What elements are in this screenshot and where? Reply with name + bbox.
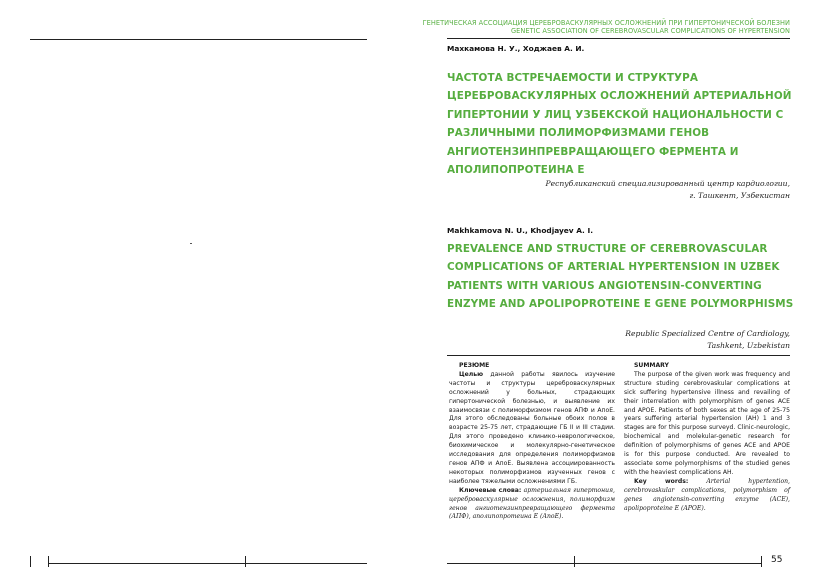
keywords-ru <box>449 487 615 523</box>
keywords-label-en: Key words: <box>634 477 689 485</box>
page-number: 55 <box>771 555 783 565</box>
left-page-top-rule <box>30 39 367 40</box>
left-footer-mid-tick <box>245 556 246 567</box>
affiliation-ru-line1: Республиканский специализированный центр кардиологии, <box>545 179 790 188</box>
abstract-body-ru: данной работы явилось изучение частоты и структуры цереброваскулярных осложнений у больных, страдающих гипертонической болезнью, и выявление их взаимосвязи с полиморфизмом генов АПФ и АпоЕ. Для этого обследованы больные обоих полов в возрасте 25-75 лет, страдающие ГБ II и III стадии. Для этого проведено клинико-неврологическое, биохимическое и молекулярно-генетическое исследования для определения полиморфизмов генов АПФ и АпоЕ. Выявлена ассоциированность некоторых полиморфизмов изученных генов с наиболее тяжелыми осложнениями ГБ. <box>449 370 615 485</box>
abstract-heading-ru: РЕЗЮМЕ <box>459 362 490 369</box>
left-page-mark <box>190 243 192 244</box>
running-header-ru: ГЕНЕТИЧЕСКАЯ АССОЦИАЦИЯ ЦЕРЕБРОВАСКУЛЯРНЫХ ОСЛОЖНЕНИЙ ПРИ ГИПЕРТОНИЧЕСКОЙ БОЛЕЗНИ <box>422 19 790 27</box>
left-page-footer-rule <box>48 563 367 564</box>
abstract-body-en: The purpose of the given work was frequency and structure studing cerebrovaskular complications at sick suffering hypertensive illness and revailing of their interrelation with polymorphism of genes ACE and APOE. Patients of both sexes at the age of 25-75 years suffering arterial hypertension (AH) 1 and 3 stages are for this purpose surveyd. Clinic-neurologic, biochemical and molekular-genetic research for definition of polymorphisms of genes ACE and APOE is for this purpose conducted. Are revealed to associate some polymorphisms of the studied genes with the heaviest complications AH. <box>624 370 790 476</box>
abstract-divider <box>447 355 790 356</box>
right-footer-tick <box>761 556 762 567</box>
right-page-footer-rule <box>447 563 761 564</box>
article-title-en: PREVALENCE AND STRUCTURE OF CEREBROVASCULAR COMPLICATIONS OF ARTERIAL HYPERTENSION IN UZBEK PATIENTS WITH VARIOUS ANGIOTENSIN-CONVERTING ENZYME AND APOLIPOPROTEINE E GENE POLYMORPHISMS <box>447 243 794 311</box>
affiliation-en-line2: Tashkent, Uzbekistan <box>707 341 790 350</box>
keywords-en <box>624 478 790 514</box>
article-title-ru: ЧАСТОТА ВСТРЕЧАЕМОСТИ И СТРУКТУРА ЦЕРЕБРОВАСКУЛЯРНЫХ ОСЛОЖНЕНИЙ АРТЕРИАЛЬНОЙ ГИПЕРТОНИИ У ЛИЦ УЗБЕКСКОЙ НАЦИОНАЛЬНОСТИ С РАЗЛИЧНЫМИ ПОЛИМОРФИЗМАМИ ГЕНОВ АНГИОТЕНЗИНПРЕВРАЩАЮЩЕГО ФЕРМЕНТА И АПОЛИПОПРОТЕИНА Е <box>447 72 792 177</box>
left-footer-tick <box>30 556 31 567</box>
abstract-lead-ru: Целью <box>459 370 484 378</box>
abstract-en <box>624 362 790 513</box>
right-page-top-rule <box>447 38 790 39</box>
abstract-paragraph-ru <box>449 371 615 487</box>
affiliation-ru-line2: г. Ташкент, Узбекистан <box>689 191 790 200</box>
keywords-text-en: Arterial hypertention, cerebrovaskular complications, polymorphism of genes angiotensin-converting enzyme (ACE), apolipoproteine E (APOE). <box>624 477 790 512</box>
keywords-text-ru: артериальная гипертония, цереброваскулярные осложнения, полиморфизм генов ангиотензинпревращающего фермента (АПФ), аполипопротеина Е (АпоЕ). <box>449 486 615 521</box>
keywords-label-ru: Ключевые слова: <box>459 486 522 494</box>
abstract-heading-en: SUMMARY <box>634 362 669 369</box>
left-footer-tick <box>48 556 49 567</box>
authors-en: Makhkamova N. U., Khodjayev A. I. <box>447 226 593 235</box>
authors-ru: Махкамова Н. У., Ходжаев А. И. <box>447 44 585 53</box>
affiliation-en-line1: Republic Specialized Centre of Cardiology, <box>625 329 790 338</box>
running-header-en: GENETIC ASSOCIATION OF CEREBROVASCULAR COMPLICATIONS OF HYPERTENSION <box>510 27 790 35</box>
right-footer-mid-tick <box>574 556 575 567</box>
abstract-ru <box>449 362 615 522</box>
